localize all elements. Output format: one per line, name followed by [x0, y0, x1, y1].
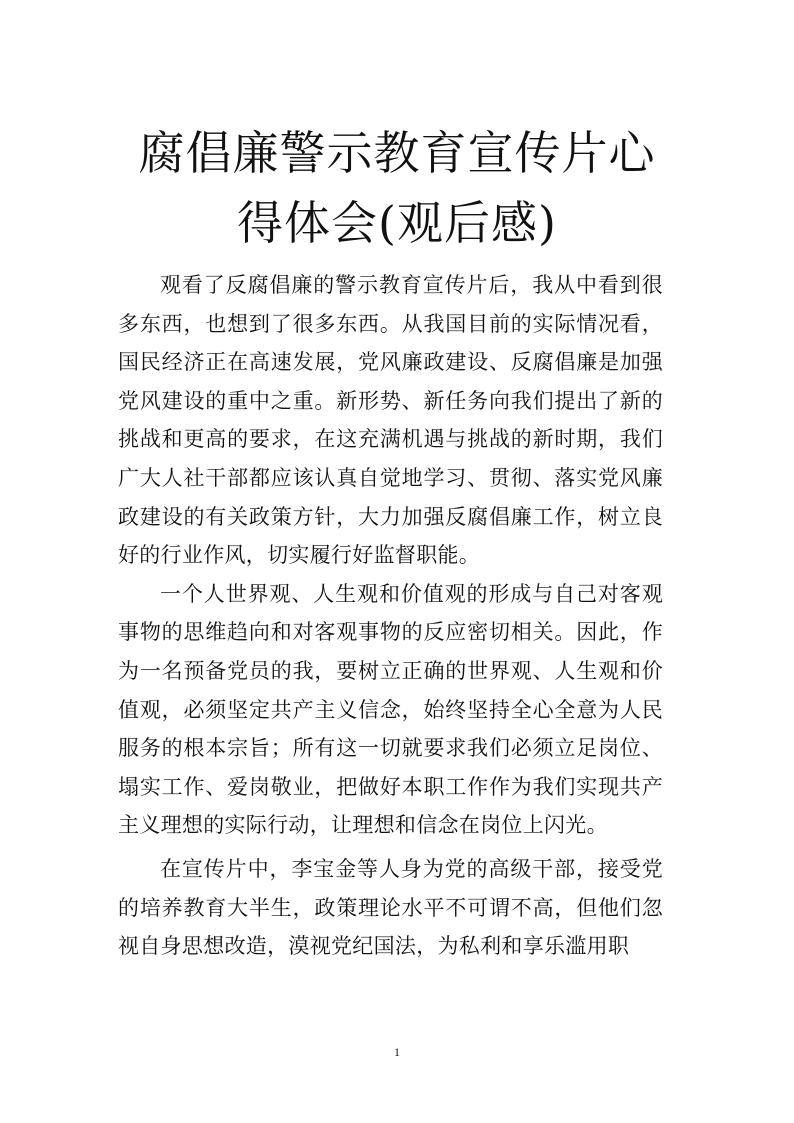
paragraph-3: 在宣传片中，李宝金等人身为党的高级干部，接受党的培养教育大半生，政策理论水平不可谓不高，但他们忽视自身思想改造，漠视党纪国法，为私利和享乐滥用职 — [118, 856, 663, 959]
title-line-2: 得体会(观后感) — [237, 196, 557, 250]
document-body — [118, 266, 663, 966]
paragraph-1: 观看了反腐倡廉的警示教育宣传片后，我从中看到很多东西，也想到了很多东西。从我国目前的实际情况看，国民经济正在高速发展，党风廉政建设、反腐倡廉是加强党风建设的重中之重。新形势、新任务向我们提出了新的挑战和更高的要求，在这充满机遇与挑战的新时期，我们广大人社干部都应该认真自觉地学习、贯彻、落实党风廉政建设的有关政策方针，大力加强反腐倡廉工作，树立良好的行业作风，切实履行好监督职能。 — [118, 273, 663, 568]
page-number: 1 — [394, 1045, 400, 1059]
paragraph-2: 一个人世界观、人生观和价值观的形成与自己对客观事物的思维趋向和对客观事物的反应密切相关。因此，作为一名预备党员的我，要树立正确的世界观、人生观和价值观，必须坚定共产主义信念，始终坚持全心全意为人民服务的根本宗旨；所有这一切就要求我们必须立足岗位、塌实工作、爱岗敬业，把做好本职工作作为我们实现共产主义理想的实际行动，让理想和信念在岗位上闪光。 — [118, 581, 663, 838]
title-line-1: 腐倡廉警示教育宣传片心 — [138, 126, 656, 180]
document-title — [110, 118, 684, 258]
